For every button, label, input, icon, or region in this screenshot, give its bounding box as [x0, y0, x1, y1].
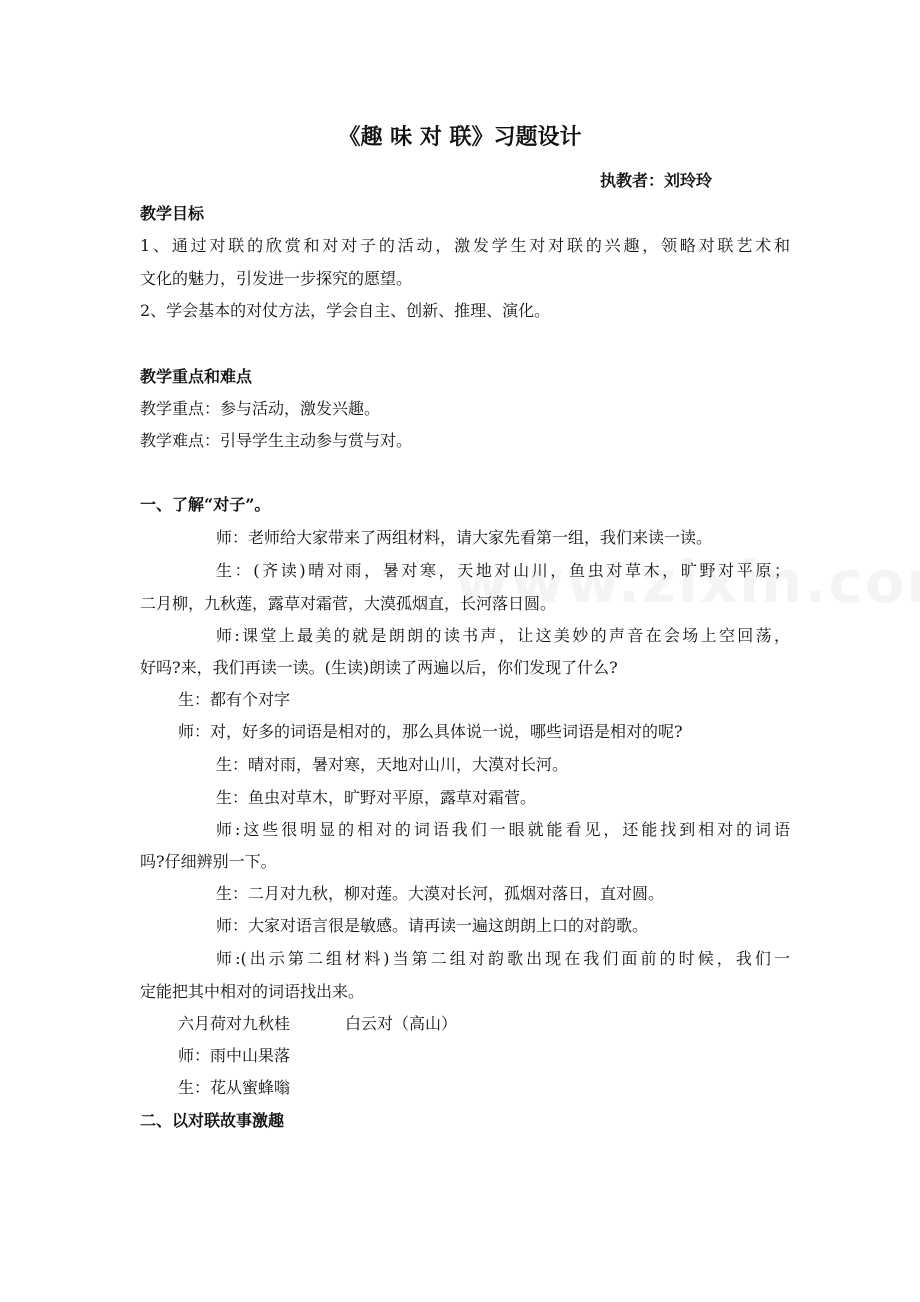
dialogue-line: 师:这些很明显的相对的词语我们一眼就能看见，还能找到相对的词语	[216, 820, 790, 839]
document-title: 《趣 味 对 联》习题设计	[338, 124, 582, 150]
dialogue-line: 吗?仔细辨别一下。	[140, 852, 277, 871]
objective-1-line-1: 1、通过对联的欣赏和对对子的活动，激发学生对对联的兴趣，领略对联艺术和	[140, 236, 790, 255]
dialogue-line: 生：晴对雨，暑对寒，天地对山川，大漠对长河。	[216, 755, 569, 774]
dialogue-line: 生：都有个对字	[178, 690, 291, 709]
dialogue-line: 师：大家对语言很是敏感。请再读一遍这朗朗上口的对韵歌。	[216, 916, 649, 935]
dialogue-line: 师：对，好多的词语是相对的，那么具体说一说，哪些词语是相对的呢?	[178, 722, 683, 741]
dialogue-line: 生：鱼虫对草木，旷野对平原，露草对霜菅。	[216, 788, 537, 807]
dialogue-line: 师:课堂上最美的就是朗朗的读书声，让这美妙的声音在会场上空回荡，	[216, 626, 790, 645]
objective-2: 2、学会基本的对仗方法，学会自主、创新、推理、演化。	[140, 301, 551, 320]
dialogue-line: 好吗?来，我们再读一读。(生读)朗读了两遍以后，你们发现了什么?	[140, 658, 618, 677]
section-1-heading: 一、了解“对子”。	[140, 495, 271, 514]
couplet-pair-a: 六月荷对九秋桂	[178, 1014, 291, 1033]
objectives-heading: 教学目标	[140, 204, 205, 223]
dialogue-line: 生：二月对九秋，柳对莲。大漠对长河，孤烟对落日，直对圆。	[216, 884, 665, 903]
dialogue-line: 师：老师给大家带来了两组材料，请大家先看第一组，我们来读一读。	[216, 528, 713, 547]
dialogue-line: 定能把其中相对的词语找出来。	[140, 982, 365, 1001]
student-reply: 生：花从蜜蜂嗡	[178, 1078, 291, 1097]
teacher-prompt: 师：雨中山果落	[178, 1046, 291, 1065]
dialogue-line: 生：(齐读)晴对雨，暑对寒，天地对山川，鱼虫对草木，旷野对平原；	[216, 561, 790, 580]
dialogue-line: 二月柳，九秋莲，露草对霜菅，大漠孤烟直，长河落日圆。	[140, 594, 557, 613]
objective-1-line-2: 文化的魅力，引发进一步探究的愿望。	[140, 269, 413, 288]
key-points-heading: 教学重点和难点	[140, 367, 253, 386]
teaching-difficulty: 教学难点：引导学生主动参与赏与对。	[140, 431, 413, 450]
couplet-pair-b: 白云对（高山）	[345, 1014, 458, 1033]
dialogue-line: 师:(出示第二组材料)当第二组对韵歌出现在我们面前的时候，我们一	[216, 949, 790, 968]
author-line: 执教者：刘玲玲	[600, 171, 713, 190]
section-2-heading: 二、以对联故事激趣	[140, 1111, 285, 1130]
teaching-focus: 教学重点：参与活动，激发兴趣。	[140, 399, 381, 418]
